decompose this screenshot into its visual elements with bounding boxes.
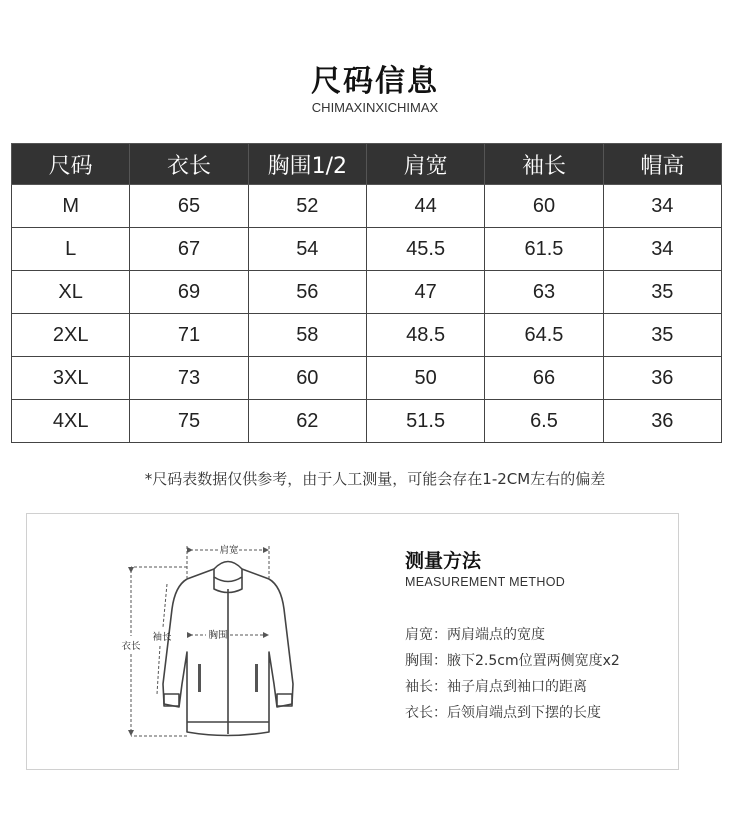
table-cell: 48.5 <box>366 314 484 357</box>
table-row <box>12 400 722 443</box>
table-header-row <box>12 144 722 185</box>
table-cell: 67 <box>130 228 248 271</box>
table-cell: XL <box>12 271 130 314</box>
table-cell: 3XL <box>12 357 130 400</box>
measurement-item: 胸围：腋下2.5cm位置两侧宽度x2 <box>405 653 620 669</box>
table-cell: 58 <box>248 314 366 357</box>
table-cell: 60 <box>485 185 603 228</box>
chest-label: 胸围 <box>208 630 228 641</box>
table-cell: 44 <box>366 185 484 228</box>
measurement-heading-en: MEASUREMENT METHOD <box>405 575 566 589</box>
measurement-heading: 测量方法 <box>405 550 482 572</box>
page-subtitle: CHIMAXINXICHIMAX <box>311 100 439 115</box>
table-cell: 34 <box>603 228 721 271</box>
table-cell: 71 <box>130 314 248 357</box>
table-cell: 36 <box>603 400 721 443</box>
column-header: 衣长 <box>130 144 248 185</box>
sleeve-label: 袖长 <box>152 632 172 643</box>
size-disclaimer: *尺码表数据仅供参考，由于人工测量，可能会存在1-2CM左右的偏差 <box>144 470 606 488</box>
table-cell: 60 <box>248 357 366 400</box>
table-cell: 52 <box>248 185 366 228</box>
column-header: 尺码 <box>12 144 130 185</box>
table-cell: L <box>12 228 130 271</box>
table-cell: 66 <box>485 357 603 400</box>
table-cell: 61.5 <box>485 228 603 271</box>
table-cell: 35 <box>603 271 721 314</box>
page-title: 尺码信息 <box>311 64 439 99</box>
table-cell: 2XL <box>12 314 130 357</box>
table-cell: 63 <box>485 271 603 314</box>
table-row <box>12 185 722 228</box>
table-cell: 65 <box>130 185 248 228</box>
measurement-item: 肩宽：两肩端点的宽度 <box>405 627 545 643</box>
column-header: 肩宽 <box>366 144 484 185</box>
table-cell: 54 <box>248 228 366 271</box>
table-cell: 62 <box>248 400 366 443</box>
table-cell: 35 <box>603 314 721 357</box>
jacket-diagram <box>117 534 337 759</box>
length-label: 衣长 <box>121 641 141 652</box>
table-row <box>12 314 722 357</box>
table-cell: 4XL <box>12 400 130 443</box>
table-cell: 6.5 <box>485 400 603 443</box>
table-cell: M <box>12 185 130 228</box>
measurement-item: 袖长：袖子肩点到袖口的距离 <box>405 679 587 695</box>
table-cell: 34 <box>603 185 721 228</box>
measurement-item: 衣长：后领肩端点到下摆的长度 <box>405 705 601 721</box>
table-cell: 73 <box>130 357 248 400</box>
table-row <box>12 357 722 400</box>
size-table <box>11 143 722 443</box>
table-cell: 51.5 <box>366 400 484 443</box>
table-cell: 75 <box>130 400 248 443</box>
measurement-guide <box>26 513 679 770</box>
table-cell: 36 <box>603 357 721 400</box>
table-cell: 64.5 <box>485 314 603 357</box>
column-header: 袖长 <box>485 144 603 185</box>
table-cell: 50 <box>366 357 484 400</box>
table-cell: 69 <box>130 271 248 314</box>
column-header: 帽高 <box>603 144 721 185</box>
table-row <box>12 228 722 271</box>
table-row <box>12 271 722 314</box>
table-cell: 56 <box>248 271 366 314</box>
table-cell: 47 <box>366 271 484 314</box>
column-header: 胸围1/2 <box>248 144 366 185</box>
shoulder-label: 肩宽 <box>219 545 239 556</box>
table-cell: 45.5 <box>366 228 484 271</box>
